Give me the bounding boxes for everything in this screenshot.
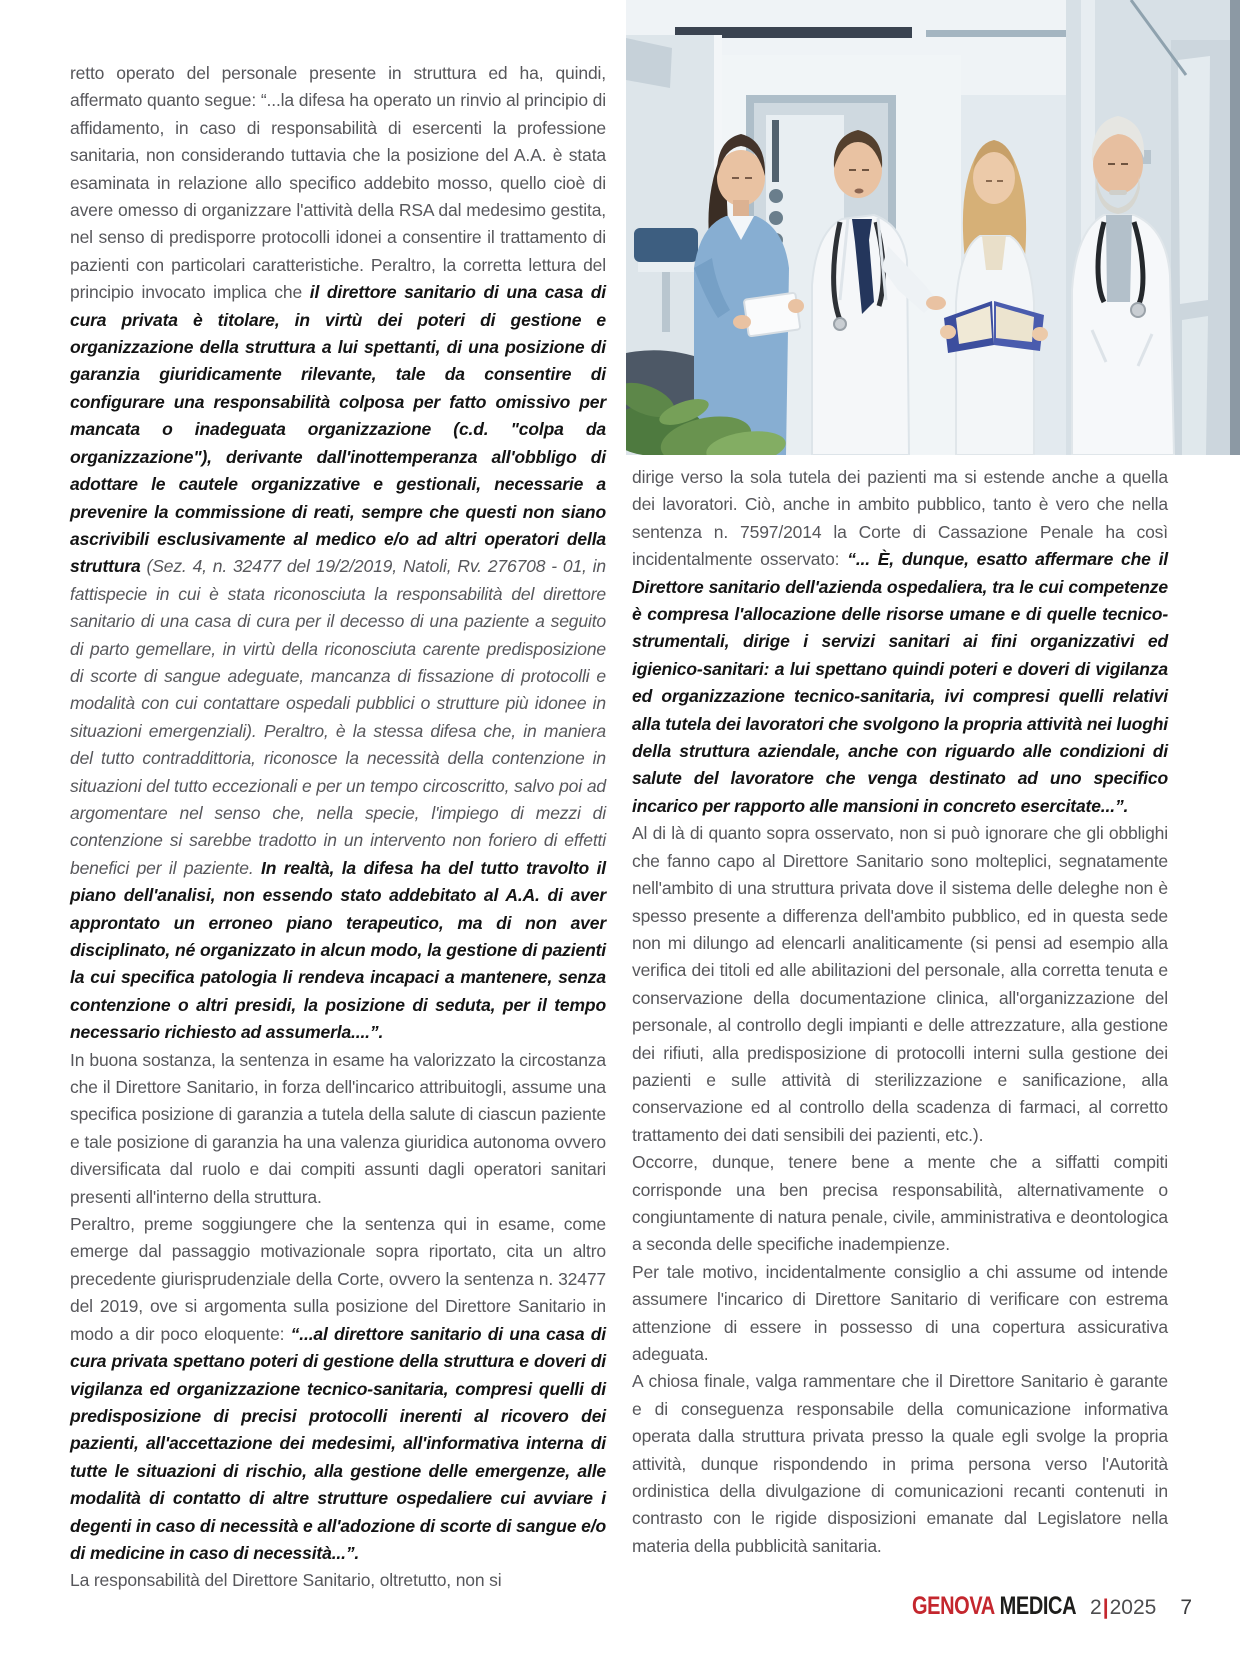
text-segment-normal: retto operato del personale presente in struttura ed ha, quindi, affermato quanto segue: “...la difesa ha operato un rinvio al principio di affidamento, in caso di responsabilità di esercenti la professione sanitaria, non considerando tuttavia che la posizione del A.A. è stata esaminata in relazione allo specifico addebito mosso, quello cioè di avere omesso di organizzare l'attività della RSA dal medesimo gestita, nel senso di predisporre protocolli idonei a consentire il trattamento di pazienti con particolari caratteristiche. Peraltro, la corretta lettura del principio invocato implica che <box>70 63 606 303</box>
text-segment-bold-italic: In realtà, la difesa ha del tutto travolto il piano dell'analisi, non essendo stato addebitato al A.A. di aver approntato un erroneo piano terapeutico, ma di non aver disciplinato, né organizzato in alcun modo, la gestione di pazienti la cui specifica patologia li rendeva incapaci a mantenere, senza contenzione o altri presidi, la posizione di seduta, per il tempo necessario richiesto ad assumerla....”. <box>70 857 606 1043</box>
paragraph <box>632 1259 1168 1369</box>
text-segment-normal: A chiosa finale, valga rammentare che il Direttore Sanitario è garante e di conseguenza responsabile della comunicazione informativa operata dalla struttura privata presso la quale egli svolge la propria attività, dunque rispondendo in prima persona verso l'Autorità ordinistica della divulgazione di comunicazioni recanti contenuti in contrasto con le rigide disposizioni emanate dal Legislatore nella materia della pubblicità sanitaria. <box>632 1371 1168 1556</box>
paragraph <box>632 464 1168 820</box>
right-column <box>632 464 1168 1560</box>
text-segment-normal: La responsabilità del Direttore Sanitario, oltretutto, non si <box>70 1570 502 1591</box>
text-segment-bold-italic: “... È, dunque, esatto affermare che il Direttore sanitario dell'azienda ospedaliera, tra le cui competenze è compresa l'allocazione delle risorse umane e di quelle tecnico-strumentali, dirige i servizi sanitari ai fini organizzativi ed igienico-sanitari: a lui spettano quindi poteri e doveri di vigilanza ed organizzazione tecnico-sanitaria, ivi compresi quelli relativi alla tutela dei lavoratori che svolgono la propria attività nei luoghi della struttura aziendale, anche con riguardo alle condizioni di salute del lavoratore che venga destinato ad uno specifico incarico per rapporto alle mansioni in concreto esercitate...”. <box>632 549 1169 816</box>
paragraph <box>70 1211 606 1567</box>
paragraph <box>632 1149 1168 1259</box>
paragraph <box>632 1368 1168 1560</box>
text-segment-normal: Per tale motivo, incidentalmente consiglio a chi assume od intende assumere l'incarico di Direttore Sanitario di verificare con estrema attenzione di essere in possesso di una copertura assicurativa adeguata. <box>632 1261 1168 1364</box>
footer <box>871 1592 1192 1621</box>
paragraph <box>70 1047 606 1211</box>
text-segment-normal: Al di là di quanto sopra osservato, non si può ignorare che gli obblighi che fanno capo al Direttore Sanitario sono molteplici, segnatamente nell'ambito di una struttura privata dove il sistema delle deleghe non è spesso presente a differenza dell'ambito pubblico, ed in questa sede non mi dilungo ad elencarli analiticamente (si pensi ad esempio alla verifica dei titoli ed alle abilitazioni del personale, alla corretta tenuta e conservazione della documentazione clinica, all'organizzazione del personale, al controllo degli impianti e delle attrezzature, alla gestione dei rifiuti, alla predisposizione di protocolli interni sulla gestione dei pazienti e sulle attività di sterilizzazione e sanificazione, alla conservazione ed al controllo della scadenza di farmaci, al corretto trattamento dei dati sensibili dei pazienti, etc.). <box>632 823 1168 1145</box>
text-segment-italic: (Sez. 4, n. 32477 del 19/2/2019, Natoli, Rv. 276708 - 01, in fattispecie in cui è stata riconosciuta la responsabilità del direttore sanitario di una casa di cura per il decesso di una paziente a seguito di parto gemellare, in virtù della riconosciuta carente predisposizione di scorte di sangue adeguate, mancanza di fissazione di protocolli e modalità con cui contattare ospedali pubblici o strutture più idonee in situazioni emergenziali). Peraltro, è la stessa difesa che, in maniera del tutto contraddittoria, riconosce la necessità della contenzione in situazioni del tutto eccezionali e per un tempo circoscritto, salvo poi ad argomentare nel senso che, nella specie, l'impiego di mezzi di contenzione si sarebbe tradotto in un intervento non foriero di effetti benefici per il paziente. <box>70 556 606 878</box>
left-column <box>70 60 606 1595</box>
text-segment-normal: dirige verso la sola tutela dei pazienti ma si estende anche a quella dei lavoratori. Ciò, anche in ambito pubblico, tanto è vero che nella sentenza n. 7597/2014 la Corte di Cassazione Penale ha così incidentalmente osservato: <box>632 467 1168 570</box>
text-segment-normal: Occorre, dunque, tenere bene a mente che a siffatti compiti corrisponde una ben precisa responsabilità, alternativamente o congiuntamente di natura penale, civile, amministrativa e deontologica a seconda delle specifiche inadempienze. <box>632 1152 1168 1255</box>
text-segment-normal: Peraltro, preme soggiungere che la sentenza qui in esame, come emerge dal passaggio motivazionale sopra riportato, cita un altro precedente giurisprudenziale della Corte, ovvero la sentenza n. 32477 del 2019, ove si argomenta sulla posizione del Direttore Sanitario in modo a dir poco eloquente: <box>70 1214 606 1344</box>
issue-separator: | <box>1102 1596 1109 1619</box>
page-number: 7 <box>1180 1596 1192 1619</box>
paragraph <box>70 60 606 1047</box>
issue-label <box>1090 1596 1156 1620</box>
article-photo <box>626 0 1240 455</box>
issue-number: 2 <box>1090 1596 1102 1619</box>
paragraph <box>70 1567 606 1594</box>
issue-year: 2025 <box>1109 1596 1157 1619</box>
magazine-logo <box>912 1592 1076 1621</box>
paragraph <box>632 820 1168 1149</box>
text-segment-bold-italic: il direttore sanitario di una casa di cura privata è titolare, in virtù dei poteri di gestione e organizzazione della struttura a lui spettanti, di una posizione di garanzia giuridicamente rilevante, tale da consentire di configurare una responsabilità colposa per fatto omissivo per mancata o inadeguata organizzazione (c.d. "colpa da organizzazione"), derivante dall'inottemperanza all'obbligo di adottare le cautele organizzative e gestionali, necessarie a prevenire la commissione di reati, sempre che questi non siano ascrivibili esclusivamente al medico e/o ad altri operatori della struttura <box>70 282 606 577</box>
text-segment-bold-italic: “...al direttore sanitario di una casa di cura privata spettano poteri di gestione della struttura e doveri di vigilanza ed organizzazione tecnico-sanitaria, compresi quelli di predisposizione di precisi protocolli inerenti al ricovero dei pazienti, all'accettazione dei medesimi, all'informativa interna di tutte le situazioni di rischio, alla gestione delle emergenze, alle modalità di contatto di altre strutture ospedaliere cui avviare i degenti in caso di necessità e all'adozione di scorte di sangue e/o di medicine in caso di necessità...”. <box>70 1323 607 1563</box>
magazine-logo-genova: GENOVA <box>911 1592 995 1620</box>
magazine-logo-medica: MEDICA <box>999 1592 1077 1620</box>
text-segment-normal: In buona sostanza, la sentenza in esame ha valorizzato la circostanza che il Direttore Sanitario, in forza dell'incarico attribuitogli, assume una specifica posizione di garanzia a tutela della salute di ciascun paziente e tale posizione di garanzia ha una valenza giuridica autonoma ovvero diversificata dal ruolo e dai compiti assunti dagli operatori sanitari presenti all'interno della struttura. <box>70 1049 606 1207</box>
